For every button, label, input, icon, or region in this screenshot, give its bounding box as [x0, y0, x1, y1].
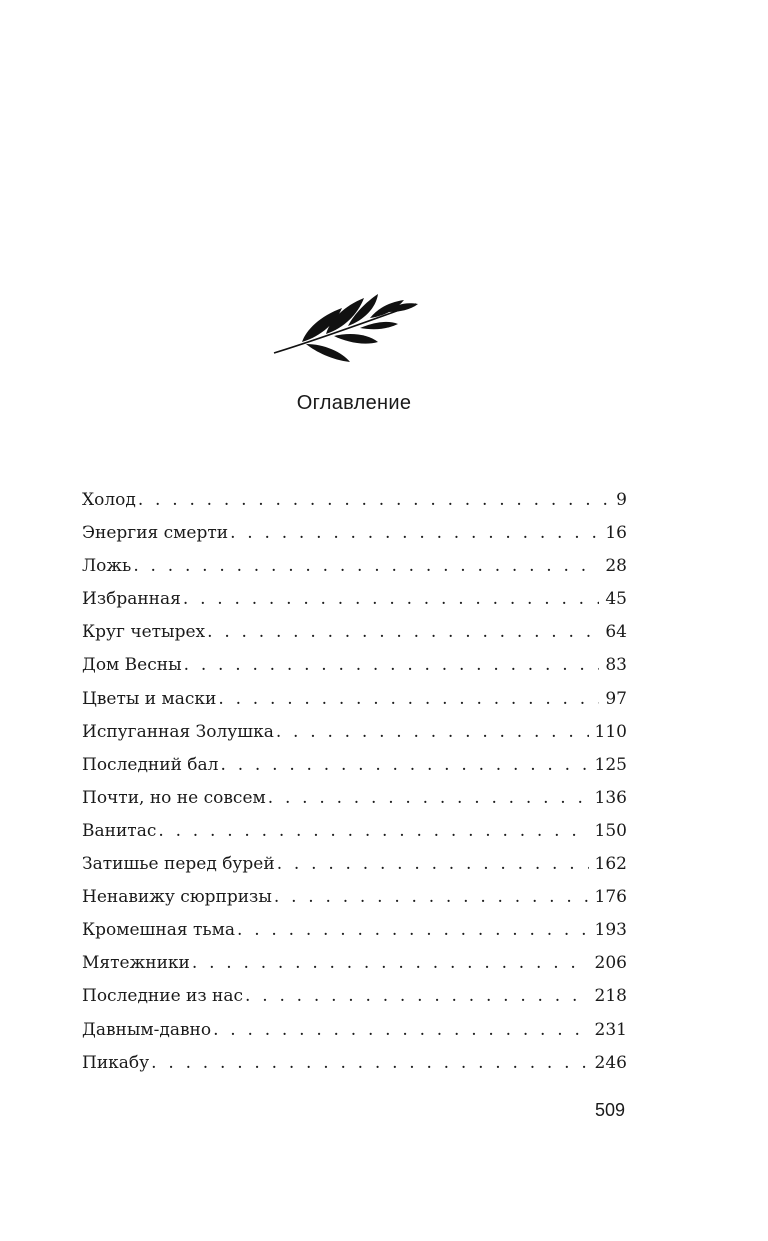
toc-entry-title: Почти, но не совсем	[82, 787, 266, 808]
toc-dot-leader	[151, 1047, 588, 1080]
toc-entry	[82, 914, 627, 947]
toc-dot-leader	[138, 484, 610, 517]
toc-dot-leader	[158, 815, 588, 848]
toc-entry-title: Избранная	[82, 589, 181, 610]
leaf-branch-icon	[270, 290, 420, 370]
toc-dot-leader	[230, 517, 599, 550]
toc-entry-title: Холод	[82, 490, 136, 510]
toc-entry	[82, 782, 627, 815]
toc-entry-title: Затишье перед бурей	[82, 854, 275, 875]
toc-entry-page: 231	[594, 1019, 627, 1040]
toc-dot-leader	[184, 649, 600, 682]
toc-entry	[82, 1047, 627, 1080]
toc-entry-page: 45	[605, 589, 627, 610]
toc-entry-title: Последний бал	[82, 754, 219, 775]
toc-list	[82, 484, 627, 1080]
toc-entry	[82, 616, 627, 649]
toc-entry-page: 9	[616, 490, 627, 510]
toc-dot-leader	[268, 782, 589, 815]
toc-entry-page: 176	[594, 887, 627, 908]
toc-entry-page: 150	[594, 820, 627, 841]
toc-entry	[82, 1014, 627, 1047]
toc-entry-page: 83	[605, 655, 627, 676]
toc-entry-title: Последние из нас	[82, 986, 244, 1007]
toc-entry-page: 206	[594, 953, 627, 974]
toc-entry-page: 97	[605, 688, 627, 709]
toc-entry-page: 64	[605, 622, 627, 643]
toc-entry	[82, 881, 627, 914]
toc-entry-title: Ненавижу сюрпризы	[82, 887, 272, 908]
toc-entry-title: Ложь	[82, 556, 132, 577]
toc-dot-leader	[183, 583, 599, 616]
toc-dot-leader	[207, 616, 599, 649]
toc-entry-title: Ванитас	[82, 820, 157, 841]
toc-dot-leader	[237, 914, 589, 947]
toc-entry-page: 193	[594, 920, 627, 941]
toc-entry-title: Кромешная тьма	[82, 920, 235, 941]
toc-entry-title: Мятежники	[82, 953, 190, 974]
toc-entry-title: Энергия смерти	[82, 523, 229, 544]
toc-entry-page: 162	[594, 854, 627, 875]
toc-dot-leader	[213, 1014, 588, 1047]
toc-entry-page: 28	[605, 556, 627, 577]
toc-dot-leader	[133, 550, 599, 583]
toc-entry-title: Дом Весны	[82, 655, 182, 676]
toc-entry	[82, 683, 627, 716]
toc-entry	[82, 815, 627, 848]
toc-entry	[82, 583, 627, 616]
toc-dot-leader	[274, 881, 589, 914]
page-number: 509	[594, 1100, 625, 1120]
toc-entry	[82, 649, 627, 682]
toc-dot-leader	[277, 848, 589, 881]
toc-entry	[82, 716, 627, 749]
toc-entry-page: 218	[594, 986, 627, 1007]
toc-dot-leader	[245, 980, 589, 1013]
toc-entry-page: 136	[594, 787, 627, 808]
toc-entry-title: Испуганная Золушка	[82, 721, 274, 742]
toc-entry	[82, 848, 627, 881]
toc-entry	[82, 550, 627, 583]
toc-entry	[82, 517, 627, 550]
toc-entry-page: 125	[594, 754, 627, 775]
toc-entry-page: 16	[605, 523, 627, 544]
toc-dot-leader	[218, 683, 599, 716]
toc-dot-leader	[220, 749, 588, 782]
toc-title: Оглавление	[296, 392, 412, 414]
toc-entry	[82, 980, 627, 1013]
toc-entry	[82, 947, 627, 980]
toc-dot-leader	[276, 716, 589, 749]
toc-entry-title: Цветы и маски	[82, 688, 217, 709]
toc-entry-title: Пикабу	[82, 1052, 150, 1073]
toc-entry-page: 110	[594, 721, 627, 742]
toc-entry-title: Давным-давно	[82, 1019, 212, 1040]
toc-dot-leader	[192, 947, 589, 980]
toc-entry	[82, 484, 627, 517]
toc-entry	[82, 749, 627, 782]
toc-entry-page: 246	[594, 1052, 627, 1073]
toc-entry-title: Круг четырех	[82, 622, 206, 643]
